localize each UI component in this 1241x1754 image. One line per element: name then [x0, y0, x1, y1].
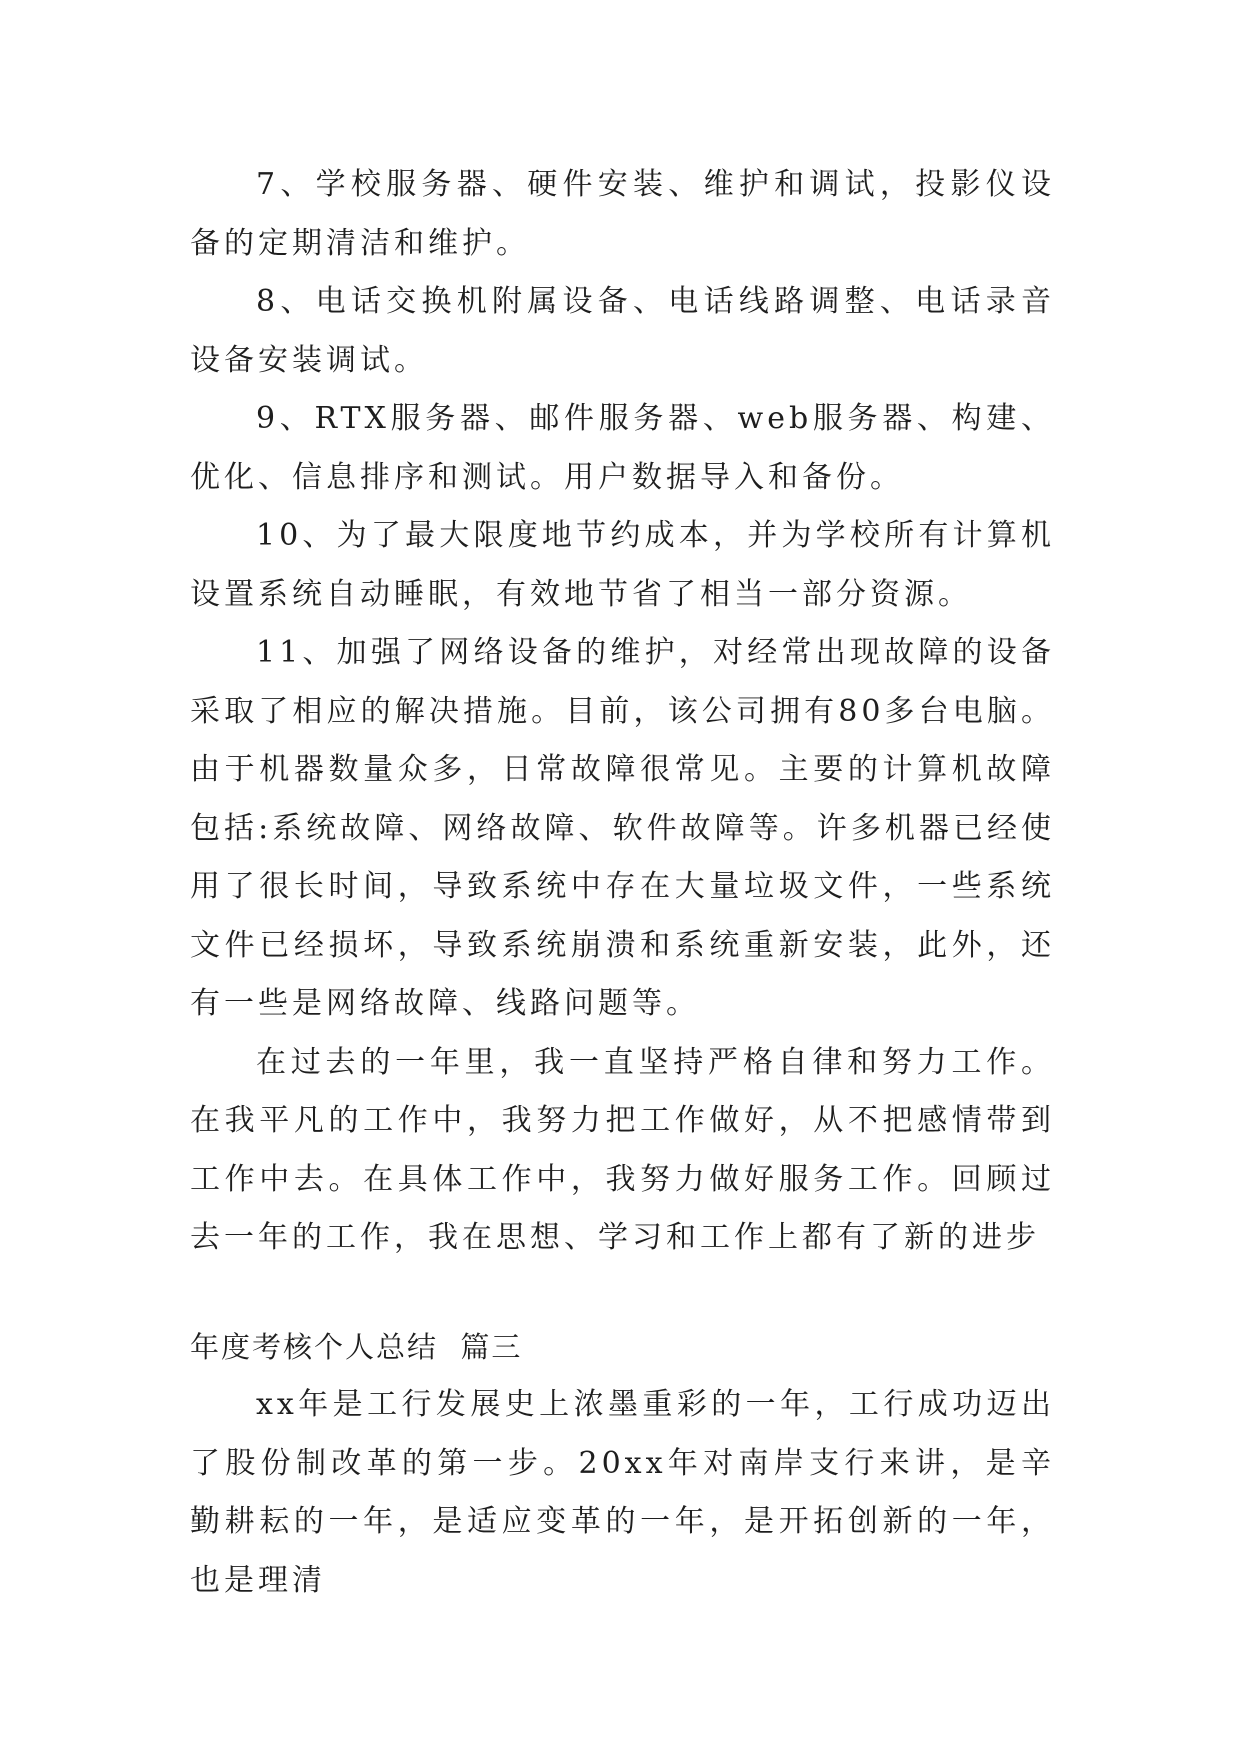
paragraph-item-11: 11、加强了网络设备的维护，对经常出现故障的设备采取了相应的解决措施。目前，该公司拥有80多台电脑。由于机器数量众多，日常故障很常见。主要的计算机故障包括:系统故障、网络故障、软件故障等。许多机器已经使用了很长时间，导致系统中存在大量垃圾文件，一些系统文件已经损坏，导致系统崩溃和系统重新安装，此外，还有一些是网络故障、线路问题等。 — [190, 635, 1055, 1021]
document-body — [190, 156, 1055, 1610]
paragraph-item-7: 7、学校服务器、硬件安装、维护和调试，投影仪设备的定期清洁和维护。 — [190, 167, 1055, 261]
paragraph-item-10: 10、为了最大限度地节约成本，并为学校所有计算机设置系统自动睡眠，有效地节省了相当一部分资源。 — [190, 518, 1055, 612]
paragraph-section-intro: xx年是工行发展史上浓墨重彩的一年，工行成功迈出了股份制改革的第一步。20xx年对南岸支行来讲，是辛勤耕耘的一年，是适应变革的一年，是开拓创新的一年，也是理清 — [190, 1387, 1055, 1598]
paragraph-summary: 在过去的一年里，我一直坚持严格自律和努力工作。在我平凡的工作中，我努力把工作做好，从不把感情带到工作中去。在具体工作中，我努力做好服务工作。回顾过去一年的工作，我在思想、学习和工作上都有了新的进步 — [190, 1044, 1055, 1255]
section-heading: 年度考核个人总结 篇三 — [190, 1329, 523, 1364]
paragraph-item-9: 9、RTX服务器、邮件服务器、web服务器、构建、优化、信息排序和测试。用户数据导入和备份。 — [190, 401, 1055, 495]
paragraph-item-8: 8、电话交换机附属设备、电话线路调整、电话录音设备安装调试。 — [190, 284, 1055, 378]
